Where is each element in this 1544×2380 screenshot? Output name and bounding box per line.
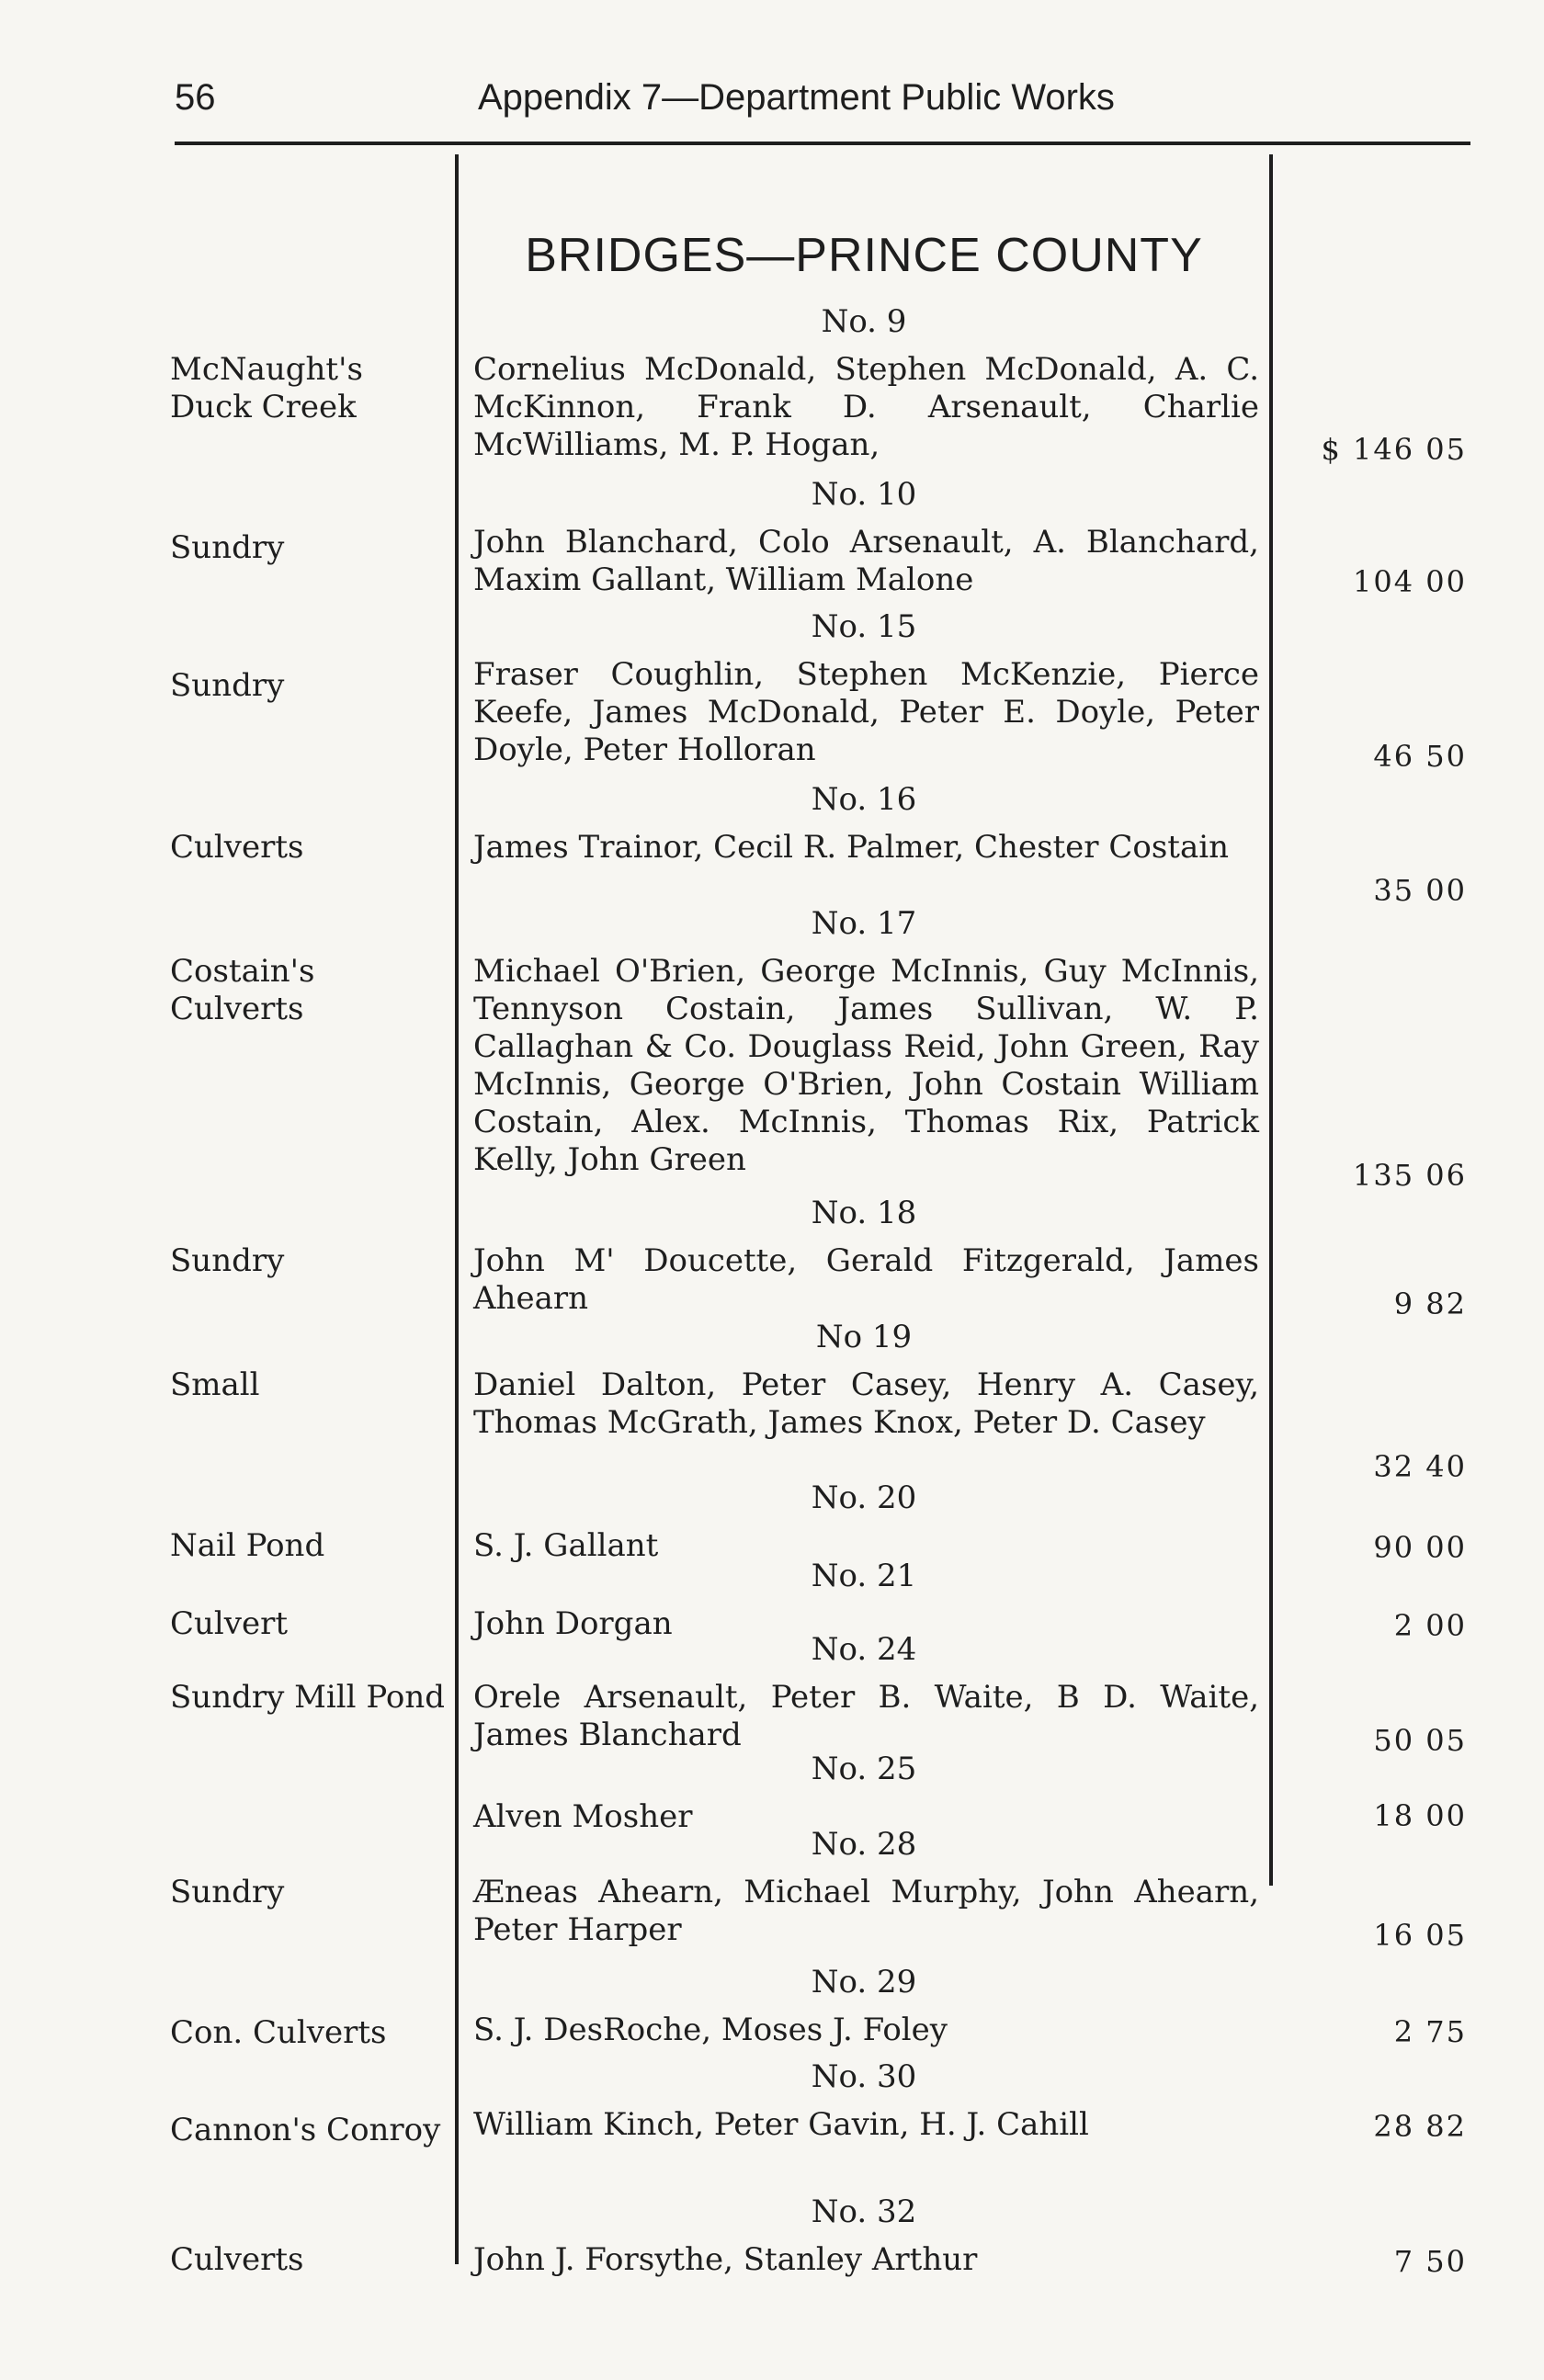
- bridge-number: No. 24: [811, 1631, 917, 1668]
- bridge-number: No. 20: [811, 1479, 917, 1516]
- payment-amount: $ 146 05: [1321, 432, 1467, 467]
- bridge-location: Sundry Mill Pond: [170, 1679, 445, 1716]
- payment-amount: 50 05: [1373, 1723, 1467, 1758]
- payment-amount: 9 82: [1393, 1286, 1467, 1321]
- bridge-number: No. 25: [811, 1751, 917, 1787]
- payment-amount: 28 82: [1373, 2109, 1467, 2144]
- contractor-names: John Dorgan: [473, 1605, 673, 1642]
- payment-amount: 90 00: [1373, 1530, 1467, 1565]
- payment-amount: 2 00: [1393, 1608, 1467, 1643]
- bridge-number: No. 16: [811, 781, 917, 818]
- contractor-names: John M' Doucette, Gerald Fitzgerald, James Ahearn: [473, 1242, 1259, 1317]
- bridge-location: McNaught's Duck Creek: [170, 351, 363, 425]
- bridge-location: Sundry: [170, 1242, 285, 1279]
- contractor-names: Æneas Ahearn, Michael Murphy, John Ahearn, Peter Harper: [473, 1874, 1259, 1948]
- bridge-number: No. 21: [811, 1558, 917, 1594]
- contractor-names: Michael O'Brien, George McInnis, Guy McInnis, Tennyson Costain, James Sullivan, W. P. Callaghan & Co. Douglass Reid, John Green, Ray McInnis, George O'Brien, John Costain William Costain, Alex. McInnis, Thomas Rix, Patrick Kelly, John Green: [473, 953, 1259, 1178]
- contractor-names: Orele Arsenault, Peter B. Waite, B D. Waite, James Blanchard: [473, 1679, 1259, 1753]
- bridge-location: Culverts: [170, 2241, 304, 2278]
- bridge-number: No 19: [815, 1319, 913, 1355]
- page-number: 56: [175, 77, 216, 118]
- bridge-number: No. 10: [811, 476, 917, 513]
- bridge-location: Cannon's Conroy: [170, 2112, 441, 2148]
- payment-amount: 135 06: [1353, 1158, 1467, 1193]
- payment-amount: 7 50: [1393, 2244, 1467, 2279]
- header-rule: [175, 142, 1470, 145]
- bridge-number: No. 17: [811, 905, 917, 942]
- contractor-names: S. J. DesRoche, Moses J. Foley: [473, 2012, 948, 2048]
- bridge-location: Small: [170, 1366, 260, 1403]
- bridge-location: Sundry: [170, 667, 285, 704]
- contractor-names: John J. Forsythe, Stanley Arthur: [473, 2241, 978, 2278]
- column-divider-left: [455, 154, 459, 2264]
- payment-amount: 46 50: [1373, 739, 1467, 774]
- bridge-location: Culverts: [170, 829, 304, 866]
- bridge-number: No. 29: [811, 1964, 917, 2000]
- bridge-number: No. 30: [811, 2058, 917, 2095]
- bridge-number: No. 18: [811, 1195, 917, 1231]
- bridge-location: Nail Pond: [170, 1527, 325, 1564]
- bridge-number: No. 32: [811, 2193, 917, 2230]
- contractor-names: Fraser Coughlin, Stephen McKenzie, Pierce Keefe, James McDonald, Peter E. Doyle, Peter Doyle, Peter Holloran: [473, 656, 1259, 768]
- contractor-names: William Kinch, Peter Gavin, H. J. Cahill: [473, 2106, 1089, 2143]
- bridge-number: No. 9: [821, 303, 907, 340]
- payment-amount: 18 00: [1373, 1798, 1467, 1833]
- contractor-names: James Trainor, Cecil R. Palmer, Chester Costain: [473, 829, 1229, 866]
- payment-amount: 2 75: [1393, 2014, 1467, 2049]
- payment-amount: 32 40: [1373, 1449, 1467, 1484]
- payment-amount: 104 00: [1353, 564, 1467, 599]
- contractor-names: John Blanchard, Colo Arsenault, A. Blanchard, Maxim Gallant, William Malone: [473, 524, 1259, 598]
- bridge-location: Sundry: [170, 1874, 285, 1910]
- contractor-names: Alven Mosher: [473, 1798, 693, 1835]
- payment-amount: 35 00: [1373, 873, 1467, 908]
- bridge-location: Culvert: [170, 1605, 289, 1642]
- contractor-names: Daniel Dalton, Peter Casey, Henry A. Casey, Thomas McGrath, James Knox, Peter D. Casey: [473, 1366, 1259, 1441]
- bridge-location: Sundry: [170, 529, 285, 566]
- payment-amount: 16 05: [1373, 1918, 1467, 1953]
- section-title: BRIDGES—PRINCE COUNTY: [525, 229, 1203, 282]
- contractor-names: Cornelius McDonald, Stephen McDonald, A. C. McKinnon, Frank D. Arsenault, Charlie McWilliams, M. P. Hogan,: [473, 351, 1259, 463]
- bridge-location: Con. Culverts: [170, 2014, 387, 2051]
- bridge-location: Costain's Culverts: [170, 953, 315, 1027]
- bridge-number: No. 15: [811, 608, 917, 645]
- page-header: [175, 72, 1470, 127]
- running-title: Appendix 7—Department Public Works: [478, 77, 1115, 118]
- contractor-names: S. J. Gallant: [473, 1527, 659, 1564]
- bridge-number: No. 28: [811, 1826, 917, 1863]
- column-divider-right: [1269, 154, 1273, 1886]
